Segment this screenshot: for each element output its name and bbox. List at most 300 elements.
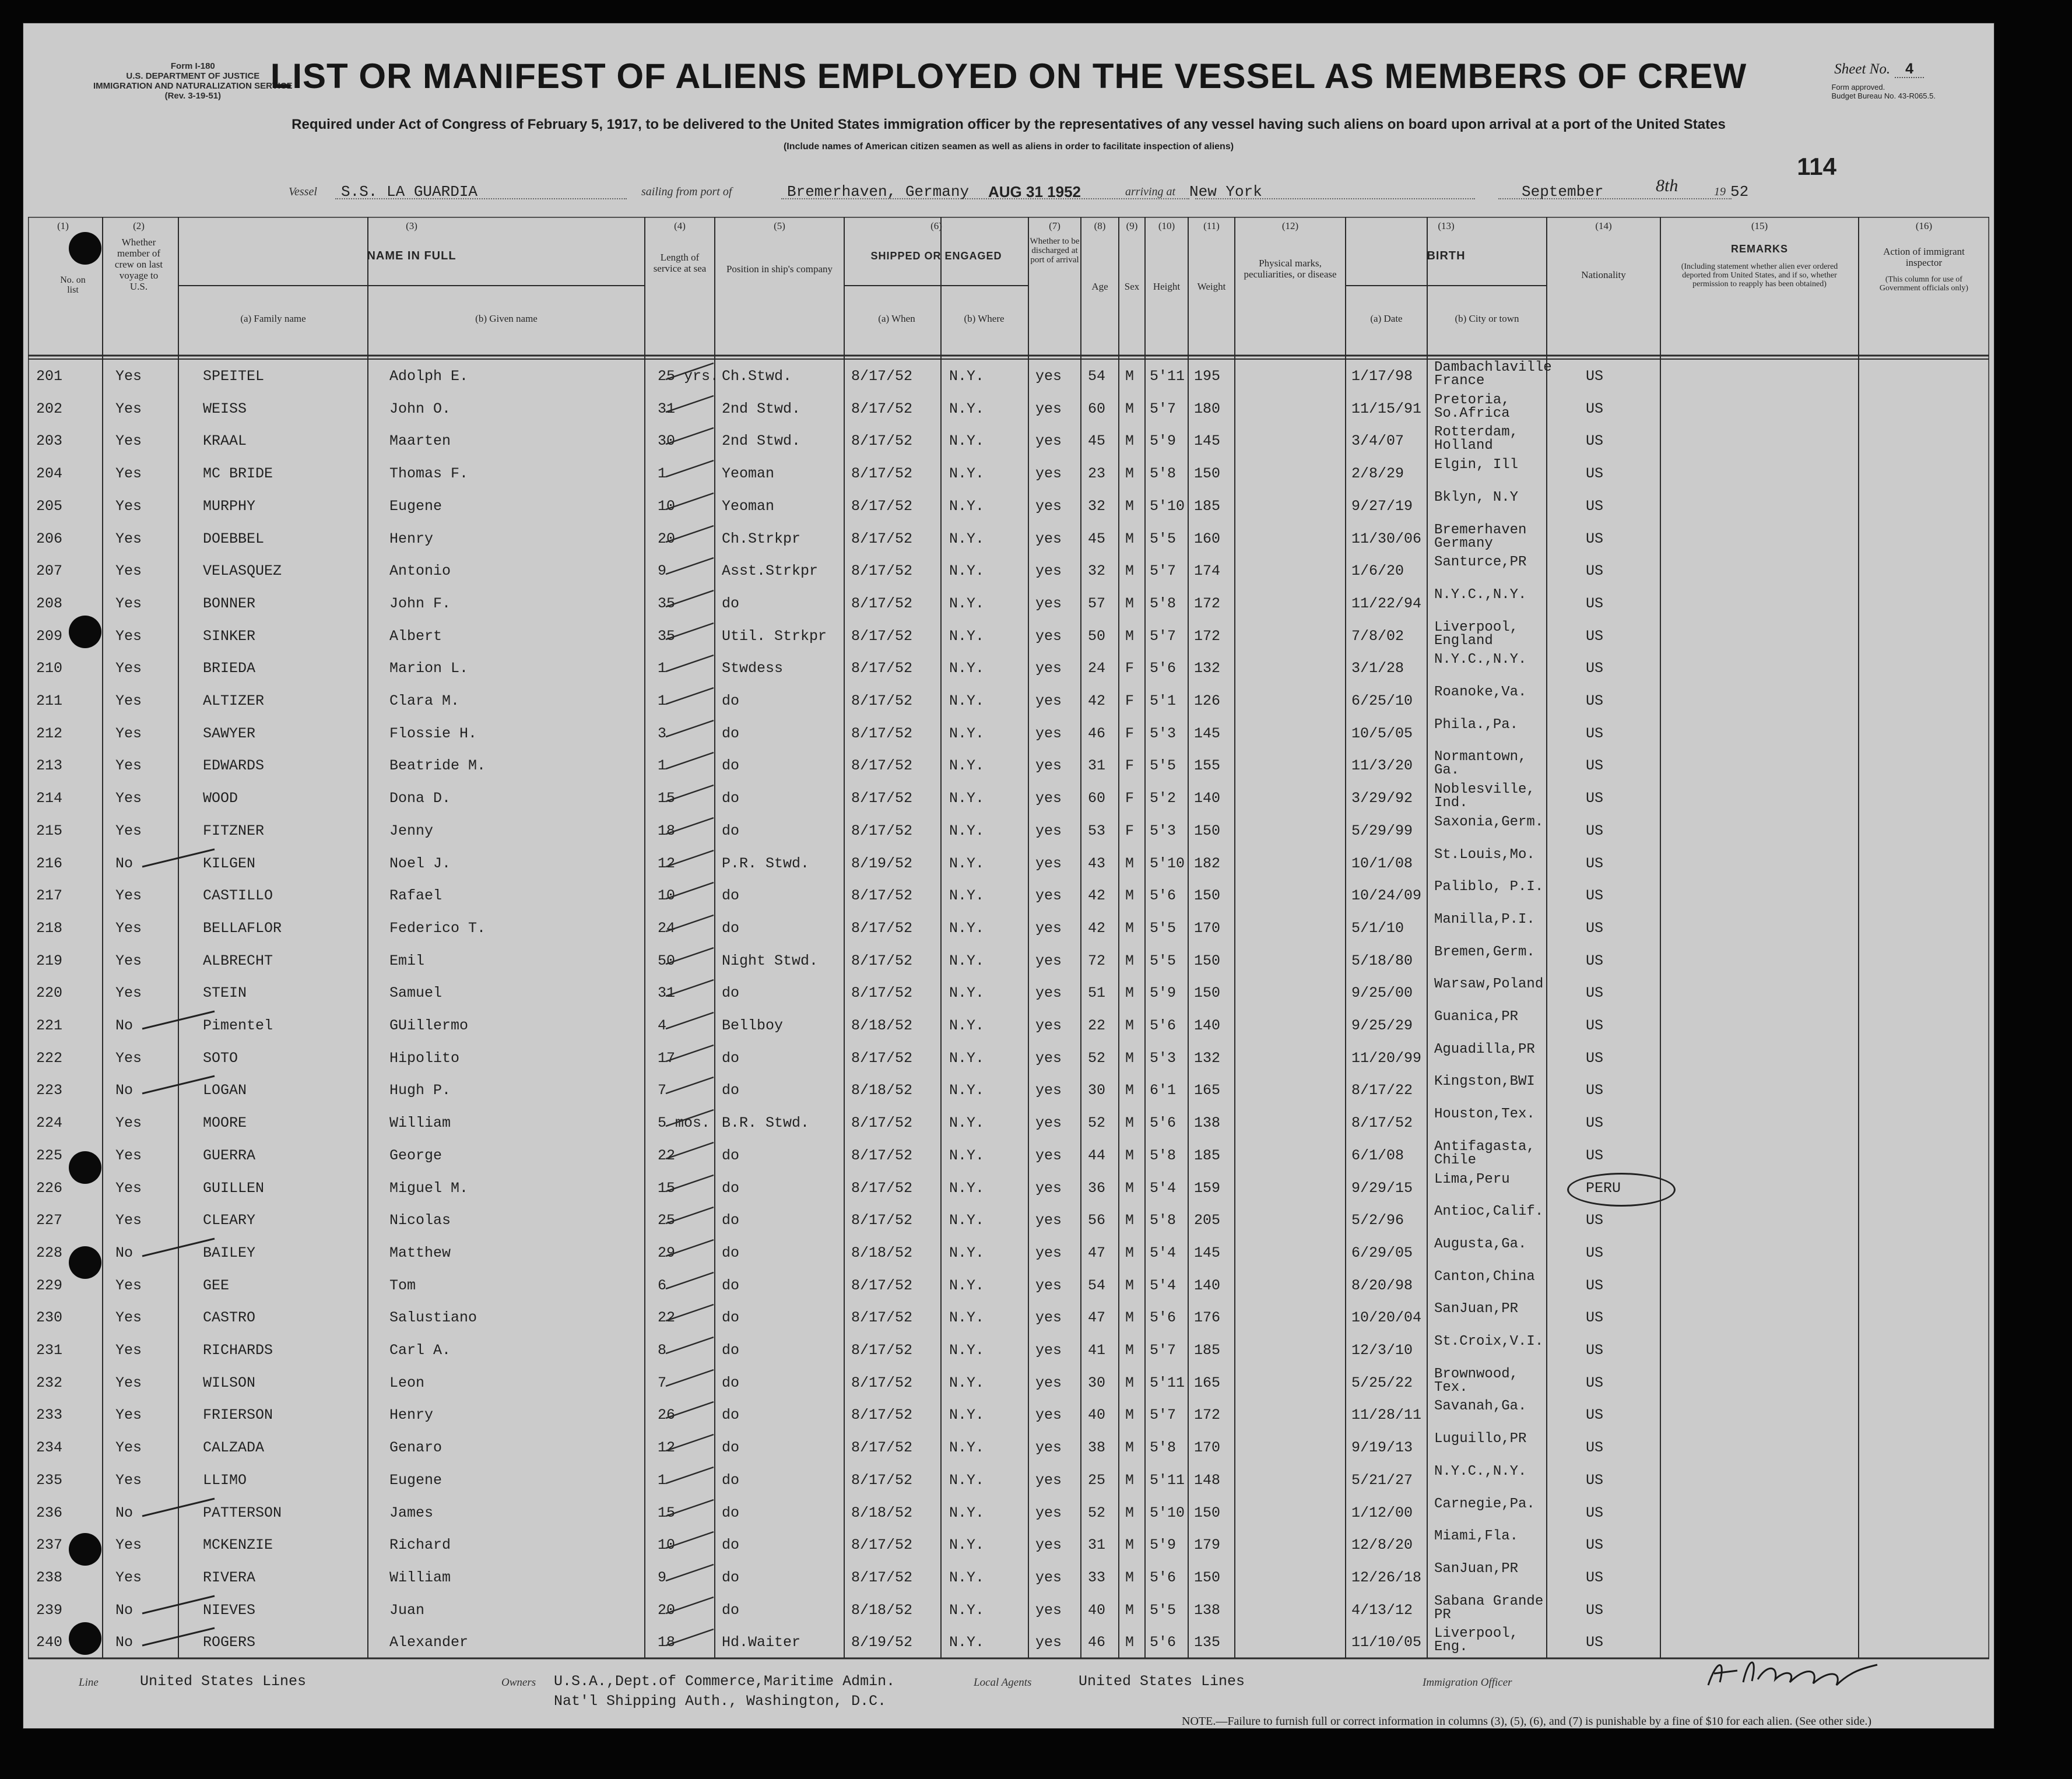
cell-bplace: Bremen,Germ. bbox=[1434, 944, 1535, 960]
cell-bdate: 12/8/20 bbox=[1351, 1537, 1413, 1554]
cell-bplace: Lima,Peru bbox=[1434, 1171, 1510, 1187]
cell-crew: No bbox=[115, 1017, 134, 1034]
cell-height: 5'7 bbox=[1150, 627, 1177, 645]
cell-given: Henry bbox=[389, 530, 434, 547]
table-row bbox=[28, 1009, 1989, 1041]
cell-nationality: US bbox=[1586, 562, 1604, 580]
table-row bbox=[28, 1139, 1989, 1171]
cell-family: WOOD bbox=[203, 790, 238, 807]
cell-given: Beatride M. bbox=[389, 757, 486, 775]
cell-position: do bbox=[722, 1601, 740, 1619]
crew-check-mark bbox=[139, 1496, 220, 1520]
cell-position: do bbox=[722, 1049, 740, 1067]
cell-when: 8/17/52 bbox=[851, 465, 913, 483]
cell-age: 24 bbox=[1088, 660, 1106, 677]
cell-family: GUILLEN bbox=[203, 1179, 265, 1197]
cell-service: 1 bbox=[658, 1471, 667, 1489]
cell-weight: 179 bbox=[1194, 1537, 1221, 1554]
cell-bplace: Sabana Grande PR bbox=[1434, 1593, 1544, 1623]
officer-label: Immigration Officer bbox=[1423, 1676, 1512, 1689]
cell-service: 31 bbox=[658, 985, 676, 1002]
owners-label: Owners bbox=[501, 1676, 536, 1689]
cell-where: N.Y. bbox=[949, 1179, 985, 1197]
cell-age: 30 bbox=[1088, 1082, 1106, 1099]
cell-nationality: US bbox=[1586, 1537, 1604, 1554]
cell-position: do bbox=[722, 1504, 740, 1521]
cell-nationality: US bbox=[1586, 757, 1604, 775]
cell-given: John F. bbox=[389, 595, 451, 612]
cell-when: 8/17/52 bbox=[851, 497, 913, 515]
cell-weight: 174 bbox=[1194, 562, 1221, 580]
cell-discharge: yes bbox=[1035, 919, 1062, 937]
cell-height: 5'11 bbox=[1150, 1471, 1185, 1489]
service-check-mark bbox=[663, 1139, 717, 1162]
cell-family: CALZADA bbox=[203, 1439, 265, 1457]
cell-bplace: SanJuan,PR bbox=[1434, 1560, 1519, 1577]
cell-family: SINKER bbox=[203, 627, 256, 645]
cell-age: 57 bbox=[1088, 595, 1106, 612]
cell-age: 52 bbox=[1088, 1504, 1106, 1521]
cell-discharge: yes bbox=[1035, 433, 1062, 450]
service-check-mark bbox=[663, 1204, 717, 1227]
cell-position: do bbox=[722, 1537, 740, 1554]
service-check-mark bbox=[663, 1464, 717, 1487]
cell-position: Yeoman bbox=[722, 465, 775, 483]
cell-age: 41 bbox=[1088, 1342, 1106, 1359]
cell-family: EDWARDS bbox=[203, 757, 265, 775]
cell-where: N.Y. bbox=[949, 952, 985, 969]
table-row bbox=[28, 1204, 1989, 1236]
cell-family: CASTILLO bbox=[203, 887, 273, 905]
cell-nationality: US bbox=[1586, 1212, 1604, 1229]
cell-when: 8/18/52 bbox=[851, 1017, 913, 1034]
col-shipped-header: SHIPPED OR ENGAGED bbox=[870, 250, 1002, 262]
cell-height: 5'6 bbox=[1150, 1569, 1177, 1586]
cell-height: 5'9 bbox=[1150, 985, 1177, 1002]
cell-where: N.Y. bbox=[949, 1439, 985, 1457]
year-prefix: 19 bbox=[1714, 185, 1726, 198]
punch-hole bbox=[69, 1622, 101, 1655]
col-name-header: NAME IN FULL bbox=[367, 249, 456, 262]
cell-bplace: Saxonia,Germ. bbox=[1434, 814, 1544, 830]
cell-given: William bbox=[389, 1569, 451, 1586]
cell-sex: M bbox=[1125, 1244, 1135, 1261]
cell-given: Tom bbox=[389, 1277, 416, 1294]
col-marks-number: (12) bbox=[1281, 220, 1299, 231]
cell-position: do bbox=[722, 1244, 740, 1261]
cell-nationality: US bbox=[1586, 822, 1604, 839]
cell-where: N.Y. bbox=[949, 790, 985, 807]
cell-crew: No bbox=[115, 1634, 134, 1651]
cell-no: 231 bbox=[36, 1342, 63, 1359]
cell-position: do bbox=[722, 1471, 740, 1489]
service-check-mark bbox=[663, 847, 717, 870]
cell-where: N.Y. bbox=[949, 1244, 985, 1261]
cell-nationality: US bbox=[1586, 1244, 1604, 1261]
cell-discharge: yes bbox=[1035, 1439, 1062, 1457]
cell-position: Asst.Strkpr bbox=[722, 562, 819, 580]
subtitle-note: (Include names of American citizen seamen as well as aliens in order to facilitate inspection of aliens) bbox=[783, 142, 1234, 152]
cell-nationality: US bbox=[1586, 1439, 1604, 1457]
sheet-number-value: 4 bbox=[1895, 61, 1924, 78]
cell-given: Genaro bbox=[389, 1439, 443, 1457]
cell-bplace: Phila.,Pa. bbox=[1434, 716, 1519, 733]
cell-nationality: US bbox=[1586, 627, 1604, 645]
arriving-label: arriving at bbox=[1125, 185, 1176, 198]
cell-bdate: 1/17/98 bbox=[1351, 368, 1413, 385]
cell-age: 45 bbox=[1088, 530, 1106, 547]
cell-discharge: yes bbox=[1035, 1471, 1062, 1489]
cell-service: 4 bbox=[658, 1017, 667, 1034]
cell-weight: 155 bbox=[1194, 757, 1221, 775]
cell-no: 236 bbox=[36, 1504, 63, 1521]
cell-where: N.Y. bbox=[949, 919, 985, 937]
cell-where: N.Y. bbox=[949, 1569, 985, 1586]
cell-age: 42 bbox=[1088, 887, 1106, 905]
cell-height: 5'7 bbox=[1150, 562, 1177, 580]
cell-bplace: Canton,China bbox=[1434, 1268, 1535, 1285]
cell-crew: Yes bbox=[115, 530, 142, 547]
cell-given: Salustiano bbox=[389, 1309, 477, 1327]
cell-family: VELASQUEZ bbox=[203, 562, 282, 580]
cell-given: Flossie H. bbox=[389, 725, 477, 742]
cell-no: 204 bbox=[36, 465, 63, 483]
cell-bplace: Guanica,PR bbox=[1434, 1009, 1519, 1025]
cell-when: 8/17/52 bbox=[851, 1212, 913, 1229]
cell-no: 210 bbox=[36, 660, 63, 677]
crew-check-mark bbox=[139, 1594, 220, 1617]
cell-position: Bellboy bbox=[722, 1017, 784, 1034]
cell-discharge: yes bbox=[1035, 1179, 1062, 1197]
cell-bdate: 11/10/05 bbox=[1351, 1634, 1422, 1651]
table-row bbox=[28, 522, 1989, 554]
cell-service: 8 bbox=[658, 1342, 667, 1359]
cell-discharge: yes bbox=[1035, 497, 1062, 515]
cell-weight: 159 bbox=[1194, 1179, 1221, 1197]
cell-crew: Yes bbox=[115, 562, 142, 580]
cell-bplace: Savanah,Ga. bbox=[1434, 1398, 1527, 1415]
cell-service: 24 bbox=[658, 919, 676, 937]
cell-discharge: yes bbox=[1035, 400, 1062, 417]
cell-no: 229 bbox=[36, 1277, 63, 1294]
cell-bplace: Roanoke,Va. bbox=[1434, 684, 1527, 700]
cell-position: B.R. Stwd. bbox=[722, 1114, 810, 1132]
cell-discharge: yes bbox=[1035, 1601, 1062, 1619]
cell-sex: M bbox=[1125, 368, 1135, 385]
cell-crew: Yes bbox=[115, 1471, 142, 1489]
form-approved-line: Form approved. bbox=[1831, 83, 1885, 92]
cell-sex: M bbox=[1125, 627, 1135, 645]
cell-sex: M bbox=[1125, 1471, 1135, 1489]
cell-when: 8/17/52 bbox=[851, 1537, 913, 1554]
cell-weight: 176 bbox=[1194, 1309, 1221, 1327]
table-row bbox=[28, 1464, 1989, 1496]
cell-crew: No bbox=[115, 1504, 134, 1521]
cell-age: 36 bbox=[1088, 1179, 1106, 1197]
cell-discharge: yes bbox=[1035, 530, 1062, 547]
cell-crew: Yes bbox=[115, 919, 142, 937]
cell-family: CLEARY bbox=[203, 1212, 256, 1229]
cell-given: Carl A. bbox=[389, 1342, 451, 1359]
cell-where: N.Y. bbox=[949, 595, 985, 612]
cell-bplace: Antioc,Calif. bbox=[1434, 1204, 1544, 1220]
cell-age: 23 bbox=[1088, 465, 1106, 483]
cell-no: 217 bbox=[36, 887, 63, 905]
cell-discharge: yes bbox=[1035, 562, 1062, 580]
cell-when: 8/17/52 bbox=[851, 1407, 913, 1424]
cell-height: 5'5 bbox=[1150, 530, 1177, 547]
cell-weight: 140 bbox=[1194, 1277, 1221, 1294]
cell-sex: M bbox=[1125, 1017, 1135, 1034]
service-check-mark bbox=[663, 944, 717, 968]
table-row bbox=[28, 1431, 1989, 1463]
owners-line-1: U.S.A.,Dept.of Commerce,Maritime Admin. bbox=[554, 1673, 895, 1690]
cell-height: 5'4 bbox=[1150, 1277, 1177, 1294]
cell-service: 6 bbox=[658, 1277, 667, 1294]
cell-service: 26 bbox=[658, 1407, 676, 1424]
cell-when: 8/17/52 bbox=[851, 660, 913, 677]
cell-bplace: Noblesville, Ind. bbox=[1434, 782, 1535, 811]
col-service-number: (4) bbox=[674, 220, 686, 231]
cell-bplace: Paliblo, P.I. bbox=[1434, 879, 1544, 895]
cell-no: 201 bbox=[36, 368, 63, 385]
cell-age: 56 bbox=[1088, 1212, 1106, 1229]
page-header bbox=[23, 23, 1994, 216]
table-row bbox=[28, 1172, 1989, 1204]
cell-nationality: US bbox=[1586, 1049, 1604, 1067]
table-row bbox=[28, 392, 1989, 424]
cell-where: N.Y. bbox=[949, 725, 985, 742]
cell-bdate: 5/2/96 bbox=[1351, 1212, 1404, 1229]
cell-height: 5'5 bbox=[1150, 1601, 1177, 1619]
cell-age: 60 bbox=[1088, 400, 1106, 417]
cell-crew: Yes bbox=[115, 1179, 142, 1197]
cell-discharge: yes bbox=[1035, 790, 1062, 807]
col-no-header: No. on list bbox=[60, 275, 86, 295]
cell-bdate: 10/20/04 bbox=[1351, 1309, 1422, 1327]
service-check-mark bbox=[663, 912, 717, 935]
col-shipped-number: (6) bbox=[930, 220, 942, 231]
cell-no: 220 bbox=[36, 985, 63, 1002]
col-nationality-number: (14) bbox=[1595, 220, 1612, 231]
cell-crew: Yes bbox=[115, 985, 142, 1002]
cell-where: N.Y. bbox=[949, 465, 985, 483]
cell-height: 5'5 bbox=[1150, 757, 1177, 775]
cell-where: N.Y. bbox=[949, 757, 985, 775]
cell-sex: M bbox=[1125, 855, 1135, 872]
cell-service: 3 bbox=[658, 725, 667, 742]
cell-nationality: US bbox=[1586, 465, 1604, 483]
col-nationality-header: Nationality bbox=[1581, 269, 1626, 280]
cell-weight: 140 bbox=[1194, 790, 1221, 807]
cell-sex: M bbox=[1125, 1634, 1135, 1651]
col-age-number: (8) bbox=[1094, 220, 1106, 231]
arrival-month: September bbox=[1522, 183, 1604, 201]
departure-port: Bremerhaven, Germany bbox=[787, 183, 970, 201]
cell-age: 47 bbox=[1088, 1244, 1106, 1261]
col-marks-header: Physical marks, peculiarities, or disease bbox=[1244, 258, 1337, 280]
service-check-mark bbox=[663, 522, 717, 546]
cell-weight: 138 bbox=[1194, 1601, 1221, 1619]
cell-weight: 170 bbox=[1194, 919, 1221, 937]
cell-nationality: US bbox=[1586, 1017, 1604, 1034]
cell-sex: M bbox=[1125, 400, 1135, 417]
service-check-mark bbox=[663, 554, 717, 578]
cell-bplace: St.Louis,Mo. bbox=[1434, 846, 1535, 863]
cell-nationality: US bbox=[1586, 692, 1604, 709]
cell-position: do bbox=[722, 692, 740, 709]
cell-when: 8/17/52 bbox=[851, 1569, 913, 1586]
cell-weight: 185 bbox=[1194, 1147, 1221, 1164]
cell-nationality: US bbox=[1586, 887, 1604, 905]
cell-no: 225 bbox=[36, 1147, 63, 1164]
cell-position: P.R. Stwd. bbox=[722, 855, 810, 872]
service-check-mark bbox=[663, 1626, 717, 1649]
cell-service: 1 bbox=[658, 465, 667, 483]
cell-where: N.Y. bbox=[949, 1309, 985, 1327]
cell-height: 5'10 bbox=[1150, 497, 1185, 515]
cell-sex: F bbox=[1125, 822, 1135, 839]
cell-age: 30 bbox=[1088, 1374, 1106, 1391]
table-row bbox=[28, 976, 1989, 1008]
col-weight-number: (11) bbox=[1203, 220, 1220, 231]
crew-check-mark bbox=[139, 1074, 220, 1097]
cell-bplace: SanJuan,PR bbox=[1434, 1301, 1519, 1317]
cell-bplace: Normantown, Ga. bbox=[1434, 749, 1527, 779]
cell-nationality: US bbox=[1586, 400, 1604, 417]
cell-crew: Yes bbox=[115, 465, 142, 483]
cell-weight: 205 bbox=[1194, 1212, 1221, 1229]
service-check-mark bbox=[663, 490, 717, 513]
service-check-mark bbox=[663, 1301, 717, 1324]
cell-sex: M bbox=[1125, 919, 1135, 937]
cell-age: 46 bbox=[1088, 725, 1106, 742]
cell-age: 54 bbox=[1088, 368, 1106, 385]
cell-bplace: Aguadilla,PR bbox=[1434, 1041, 1535, 1057]
cell-height: 5'11 bbox=[1150, 1374, 1185, 1391]
cell-when: 8/17/52 bbox=[851, 1342, 913, 1359]
cell-service: 9 bbox=[658, 1569, 667, 1586]
cell-when: 8/17/52 bbox=[851, 1439, 913, 1457]
cell-age: 52 bbox=[1088, 1114, 1106, 1132]
cell-nationality: US bbox=[1586, 497, 1604, 515]
cell-sex: M bbox=[1125, 1049, 1135, 1067]
cell-age: 38 bbox=[1088, 1439, 1106, 1457]
table-row bbox=[28, 1496, 1989, 1528]
cell-discharge: yes bbox=[1035, 725, 1062, 742]
cell-weight: 145 bbox=[1194, 1244, 1221, 1261]
cell-service: 10 bbox=[658, 1537, 676, 1554]
cell-crew: Yes bbox=[115, 433, 142, 450]
cell-no: 221 bbox=[36, 1017, 63, 1034]
form-approved-line: Budget Bureau No. 43-R065.5. bbox=[1831, 92, 1936, 100]
cell-sex: M bbox=[1125, 985, 1135, 1002]
service-check-mark bbox=[663, 360, 717, 383]
cell-sex: M bbox=[1125, 1601, 1135, 1619]
cell-bdate: 1/6/20 bbox=[1351, 562, 1404, 580]
cell-age: 47 bbox=[1088, 1309, 1106, 1327]
cell-discharge: yes bbox=[1035, 1049, 1062, 1067]
cell-bplace: Warsaw,Poland bbox=[1434, 976, 1544, 993]
vessel-line bbox=[23, 176, 1994, 204]
cell-height: 5'5 bbox=[1150, 952, 1177, 969]
cell-position: Night Stwd. bbox=[722, 952, 819, 969]
table-row bbox=[28, 1594, 1989, 1626]
crew-check-mark bbox=[139, 1626, 220, 1649]
cell-discharge: yes bbox=[1035, 855, 1062, 872]
crew-check-mark bbox=[139, 1009, 220, 1032]
cell-weight: 195 bbox=[1194, 368, 1221, 385]
col-discharge-header: Whether to be discharged at port of arrival bbox=[1030, 237, 1080, 265]
cell-bdate: 6/25/10 bbox=[1351, 692, 1413, 709]
col-action-number: (16) bbox=[1915, 220, 1933, 231]
agency-line: U.S. DEPARTMENT OF JUSTICE bbox=[126, 71, 260, 81]
cell-position: do bbox=[722, 887, 740, 905]
cell-when: 8/17/52 bbox=[851, 790, 913, 807]
vessel-label: Vessel bbox=[289, 185, 317, 198]
page-number: 114 bbox=[1797, 153, 1836, 180]
cell-given: Eugene bbox=[389, 497, 443, 515]
line-value: United States Lines bbox=[140, 1673, 307, 1690]
cell-where: N.Y. bbox=[949, 692, 985, 709]
sheet-number bbox=[1834, 61, 1924, 78]
cell-given: Antonio bbox=[389, 562, 451, 580]
cell-crew: Yes bbox=[115, 1439, 142, 1457]
cell-bdate: 8/17/22 bbox=[1351, 1082, 1413, 1099]
cell-bdate: 8/20/98 bbox=[1351, 1277, 1413, 1294]
cell-age: 72 bbox=[1088, 952, 1106, 969]
cell-given: Thomas F. bbox=[389, 465, 469, 483]
service-check-mark bbox=[663, 457, 717, 480]
cell-age: 31 bbox=[1088, 1537, 1106, 1554]
cell-age: 45 bbox=[1088, 433, 1106, 450]
cell-position: do bbox=[722, 1277, 740, 1294]
cell-position: Ch.Stwd. bbox=[722, 368, 792, 385]
cell-when: 8/17/52 bbox=[851, 1049, 913, 1067]
cell-age: 40 bbox=[1088, 1601, 1106, 1619]
service-check-mark bbox=[663, 1594, 717, 1617]
cell-service: 35 bbox=[658, 627, 676, 645]
cell-no: 207 bbox=[36, 562, 63, 580]
cell-service: 10 bbox=[658, 887, 676, 905]
col-height-header: Height bbox=[1153, 281, 1181, 292]
cell-position: do bbox=[722, 1147, 740, 1164]
table-row bbox=[28, 1269, 1989, 1301]
cell-bdate: 5/21/27 bbox=[1351, 1471, 1413, 1489]
cell-nationality: US bbox=[1586, 985, 1604, 1002]
cell-when: 8/17/52 bbox=[851, 595, 913, 612]
table-row bbox=[28, 1106, 1989, 1138]
service-check-mark bbox=[663, 1334, 717, 1357]
cell-discharge: yes bbox=[1035, 757, 1062, 775]
form-approved bbox=[1831, 83, 1936, 100]
cell-bdate: 7/8/02 bbox=[1351, 627, 1404, 645]
cell-height: 5'4 bbox=[1150, 1179, 1177, 1197]
cell-given: Adolph E. bbox=[389, 368, 469, 385]
cell-bdate: 5/1/10 bbox=[1351, 919, 1404, 937]
cell-height: 5'6 bbox=[1150, 660, 1177, 677]
cell-family: SOTO bbox=[203, 1049, 238, 1067]
cell-when: 8/17/52 bbox=[851, 562, 913, 580]
year-suffix: 52 bbox=[1730, 183, 1749, 201]
service-check-mark bbox=[663, 782, 717, 805]
col-when-header: (a) When bbox=[878, 313, 915, 324]
cell-discharge: yes bbox=[1035, 595, 1062, 612]
cell-given: Matthew bbox=[389, 1244, 451, 1261]
cell-position: do bbox=[722, 757, 740, 775]
cell-height: 5'9 bbox=[1150, 1537, 1177, 1554]
cell-nationality: US bbox=[1586, 1114, 1604, 1132]
